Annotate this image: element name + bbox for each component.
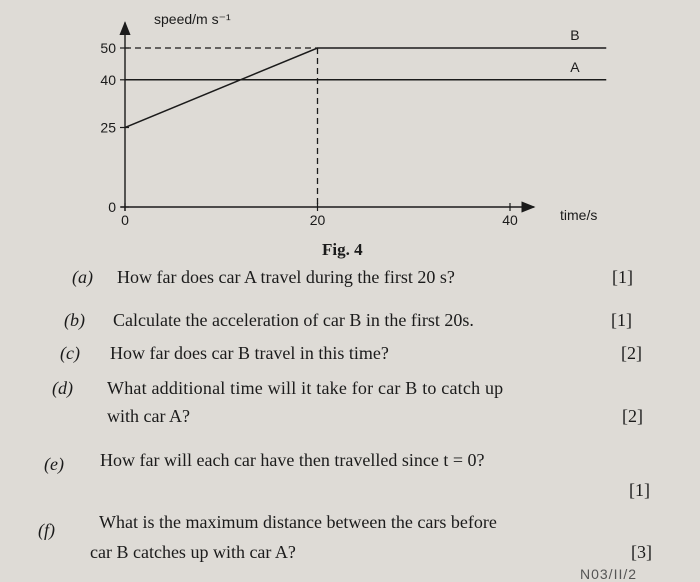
question-marks: [2] xyxy=(621,343,642,363)
y-tick-label: 40 xyxy=(100,71,116,88)
question-marks: [2] xyxy=(622,406,643,426)
y-tick-label: 25 xyxy=(100,119,116,136)
question-c xyxy=(0,343,700,369)
series-lines xyxy=(125,48,606,128)
question-marks: [3] xyxy=(631,542,652,562)
question-text: Calculate the acceleration of car B in the first 20s. xyxy=(113,310,474,330)
question-label: (f) xyxy=(38,520,55,540)
question-e xyxy=(0,450,700,506)
question-marks: [1] xyxy=(629,480,650,500)
y-tick-label: 0 xyxy=(108,199,116,215)
question-label: (c) xyxy=(60,343,80,363)
figure-caption: Fig. 4 xyxy=(322,240,363,259)
question-label: (b) xyxy=(64,310,85,330)
y-tick-label: 50 xyxy=(100,40,116,56)
question-text: How far does car A travel during the first 20 s? xyxy=(117,267,455,287)
question-marks: [1] xyxy=(612,267,633,287)
x-axis-label: time/s xyxy=(560,207,598,223)
y-axis-label: speed/m s⁻¹ xyxy=(154,11,231,27)
question-label: (d) xyxy=(52,378,73,398)
axis-labels xyxy=(100,11,597,228)
question-text: What is the maximum distance between the cars before xyxy=(99,512,497,532)
question-a xyxy=(0,267,700,293)
axes xyxy=(120,23,534,211)
question-d xyxy=(0,378,700,430)
question-label: (e) xyxy=(44,454,64,474)
question-text: How far does car B travel in this time? xyxy=(110,343,389,363)
dashed-guides xyxy=(125,48,318,207)
question-text: How far will each car have then travelled since t = 0? xyxy=(100,450,485,470)
x-tick-label: 0 xyxy=(121,212,129,228)
x-tick-label: 20 xyxy=(309,212,326,228)
series-label-a: A xyxy=(570,58,580,75)
speed-time-graph xyxy=(0,0,700,240)
question-label: (a) xyxy=(72,267,93,287)
page-footer-fragment: N03/II/2 xyxy=(580,566,638,582)
x-tick-label: 40 xyxy=(502,212,518,228)
question-text-line2: with car A? xyxy=(107,406,190,426)
question-f xyxy=(0,512,700,568)
question-text: What additional time will it take for car B to catch up xyxy=(107,378,504,398)
question-text-line2: car B catches up with car A? xyxy=(90,542,296,562)
question-marks: [1] xyxy=(611,310,632,330)
series-label-b: B xyxy=(570,27,580,43)
question-b xyxy=(0,310,700,336)
series-line-b xyxy=(125,48,606,128)
